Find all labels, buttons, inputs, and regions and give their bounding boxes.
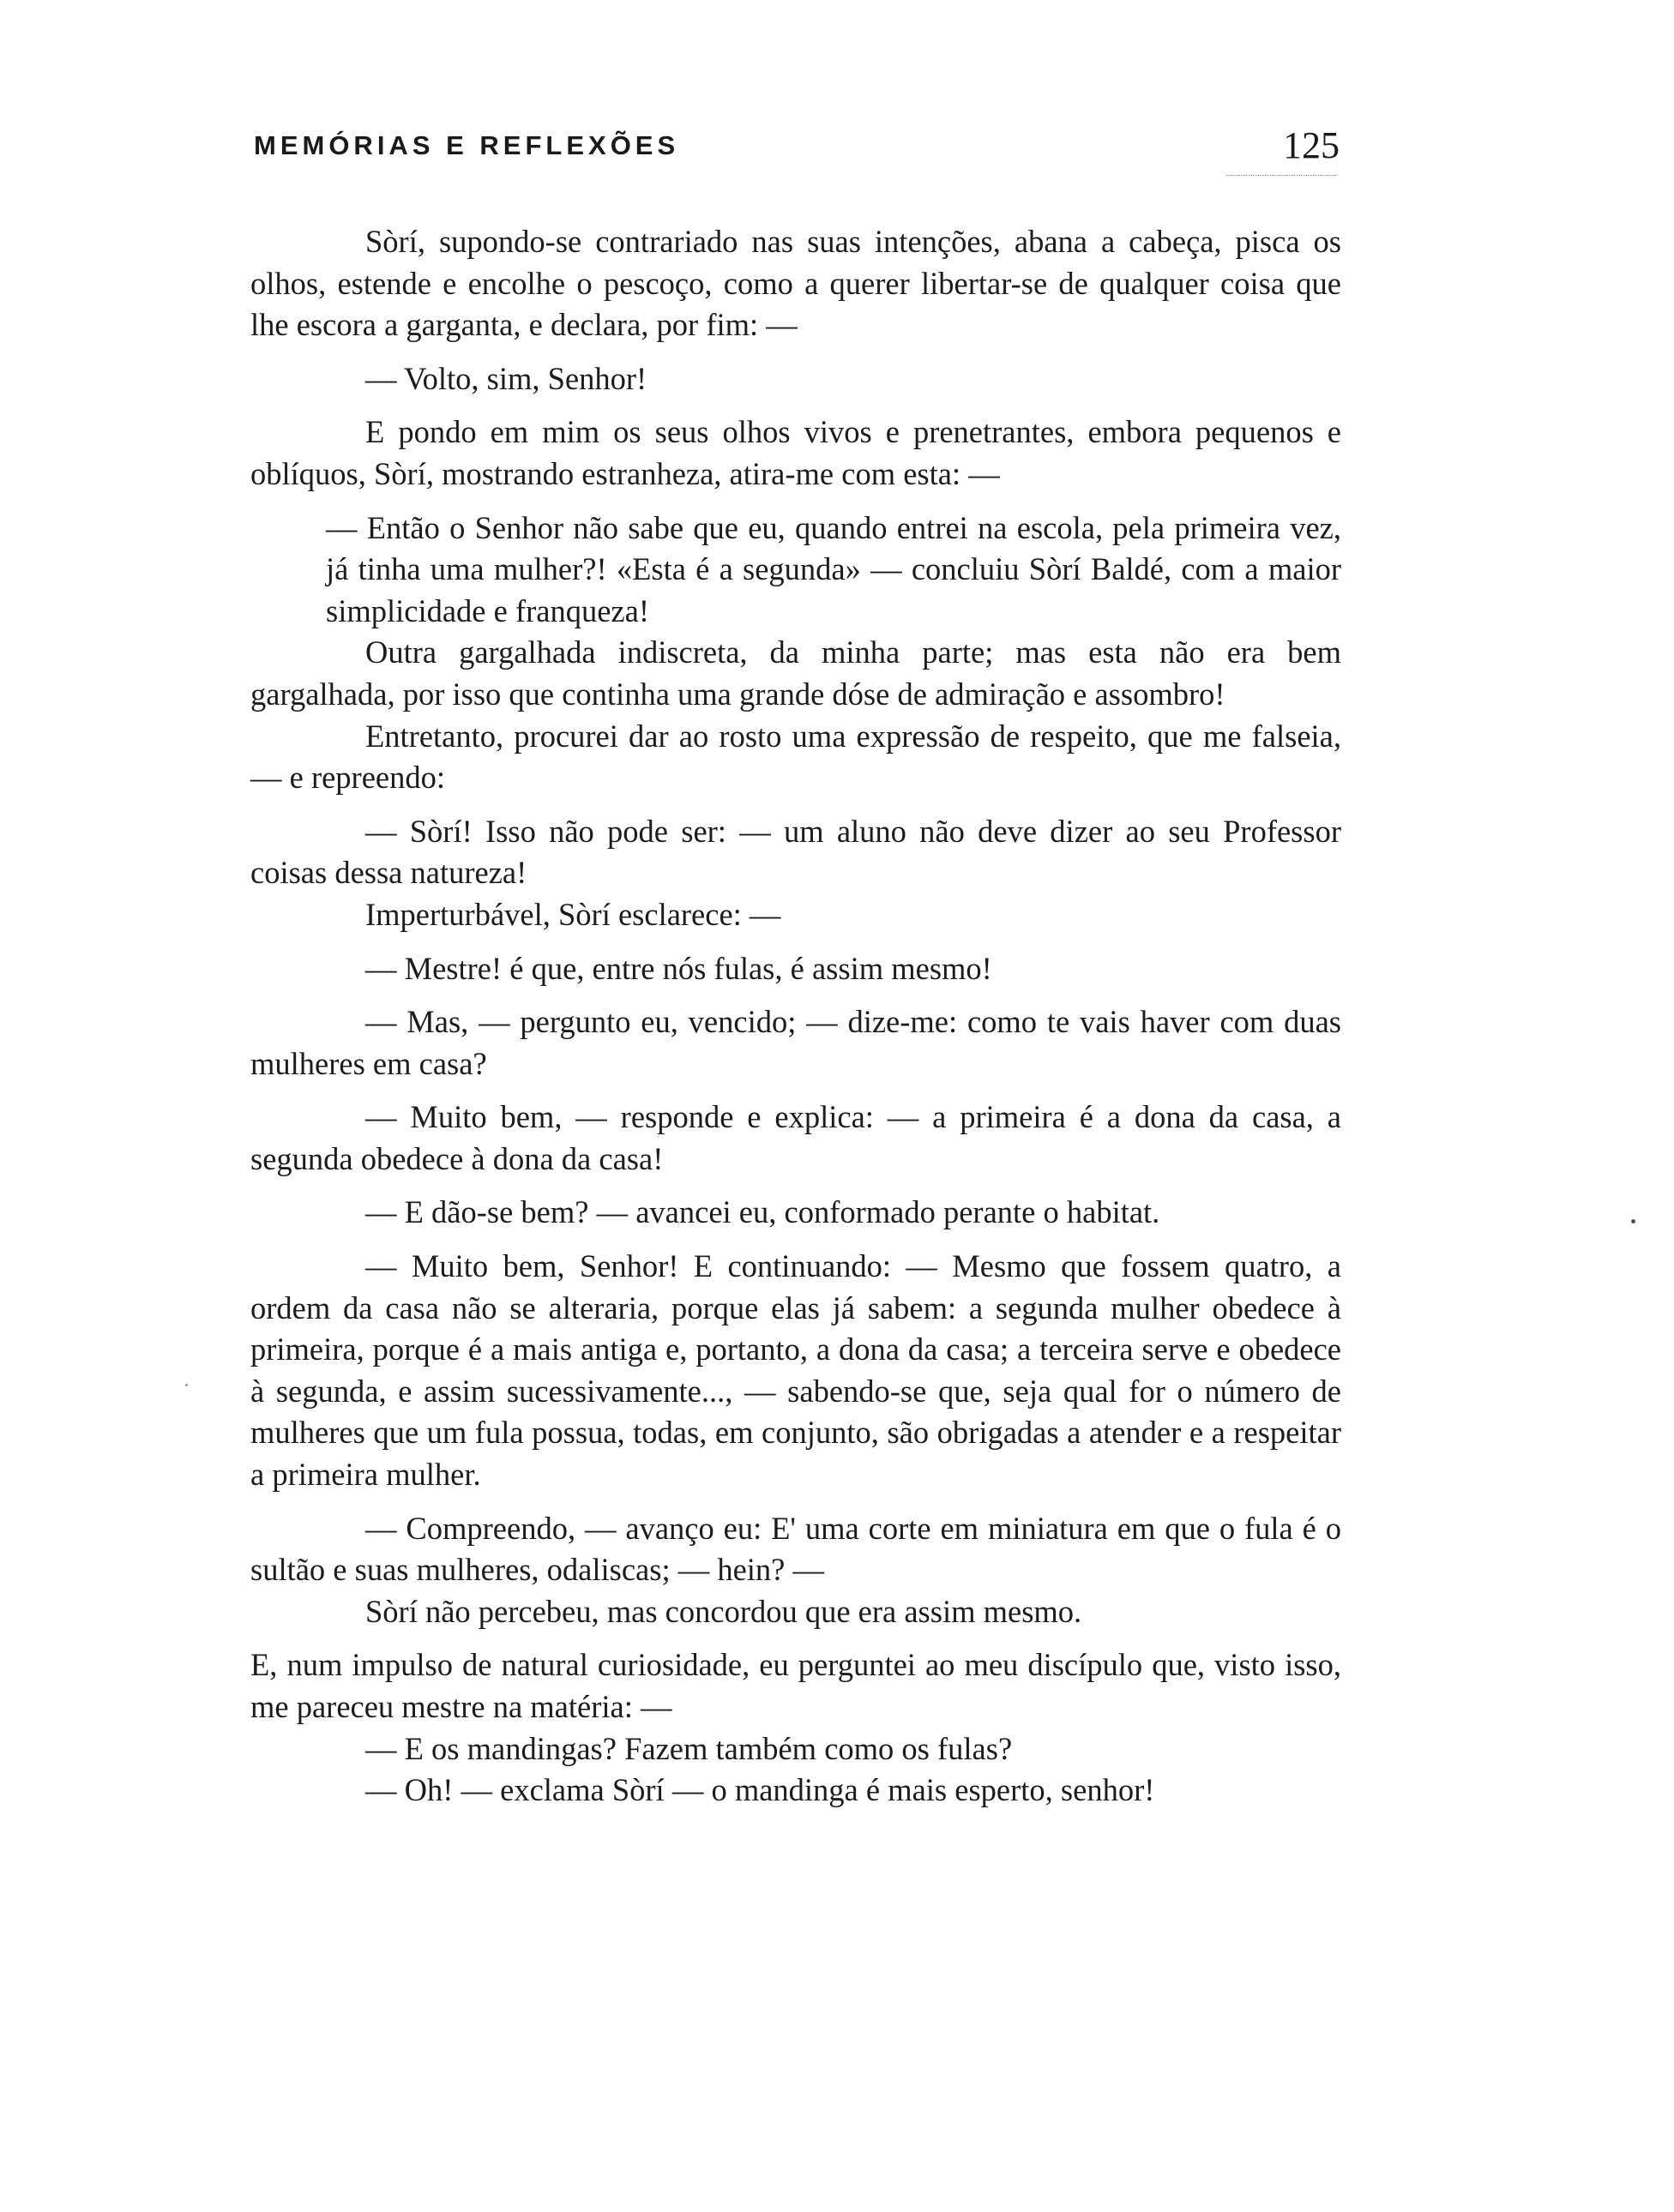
dialogue-line: — Mas, — pergunto eu, vencido; — dize-me: como te vais haver com duas mulheres em casa? — [250, 1004, 1341, 1081]
dialogue-line: — Compreendo, — avanço eu: E' uma corte em miniatura em que o fula é o sultão e suas mulheres, odaliscas; — hein? — — [250, 1510, 1341, 1588]
scan-speck — [185, 1384, 188, 1386]
paragraph: E pondo em mim os seus olhos vivos e prenetrantes, embora pequenos e oblíquos, Sòrí, mostrando estranheza, atira-me com esta: — — [250, 414, 1341, 491]
dialogue-line: — Muito bem, Senhor! E continuando: — Mesmo que fossem quatro, a ordem da casa não se alteraria, porque elas já sabem: a segunda mulher obedece à primeira, porque é a mais antiga e, portanto, a dona da casa; a terceira serve e obedece à segunda, e assim sucessivamente..., — sabendo-se que, seja qual for o número de mulheres que um fula possua, todas, em conjunto, são obrigadas a atender e a respeitar a primeira mulher. — [250, 1248, 1341, 1493]
dialogue-line: — E os mandingas? Fazem também como os fulas? — [365, 1730, 1013, 1766]
folio-rule — [1226, 175, 1338, 176]
page-number: 125 — [1283, 124, 1340, 166]
paragraph: Sòrí não percebeu, mas concordou que era assim mesmo. — [365, 1593, 1082, 1629]
paragraph: Imperturbável, Sòrí esclarece: — — [365, 896, 781, 932]
body-text — [250, 221, 1341, 1812]
dialogue-line: — Oh! — exclama Sòrí — o mandinga é mais esperto, senhor! — [365, 1772, 1155, 1808]
running-title: MEMÓRIAS E REFLEXÕES — [254, 130, 680, 160]
dialogue-line: — Sòrí! Isso não pode ser: — um aluno não deve dizer ao seu Professor coisas dessa natureza! — [250, 813, 1341, 891]
scan-speck — [1631, 1219, 1635, 1223]
dialogue-line: — Mestre! é que, entre nós fulas, é assim mesmo! — [365, 950, 992, 986]
dialogue-line: — Então o Senhor não sabe que eu, quando entrei na escola, pela primeira vez, já tinha uma mulher?! «Esta é a segunda» — concluiu Sòrí Baldé, com a maior simplicidade e franqueza! — [326, 509, 1341, 628]
paragraph: Outra gargalhada indiscreta, da minha parte; mas esta não era bem gargalhada, por isso que continha uma grande dóse de admiração e assombro! — [250, 634, 1341, 712]
dialogue-line: — Muito bem, — responde e explica: — a primeira é a dona da casa, a segunda obedece à dona da casa! — [250, 1099, 1341, 1176]
dialogue-line: — E dão-se bem? — avancei eu, conformado perante o habitat. — [365, 1194, 1160, 1230]
paragraph: Sòrí, supondo-se contrariado nas suas intenções, abana a cabeça, pisca os olhos, estende e encolhe o pescoço, como a querer libertar-se de qualquer coisa que lhe escora a garganta, e declara, por fim: — — [250, 224, 1341, 343]
dialogue-line: — Volto, sim, Senhor! — [365, 360, 647, 396]
paragraph: Entretanto, procurei dar ao rosto uma expressão de respeito, que me falseia, — e repreendo: — [250, 718, 1341, 796]
paragraph: E, num impulso de natural curiosidade, eu perguntei ao meu discípulo que, visto isso, me pareceu mestre na matéria: — — [250, 1647, 1341, 1724]
